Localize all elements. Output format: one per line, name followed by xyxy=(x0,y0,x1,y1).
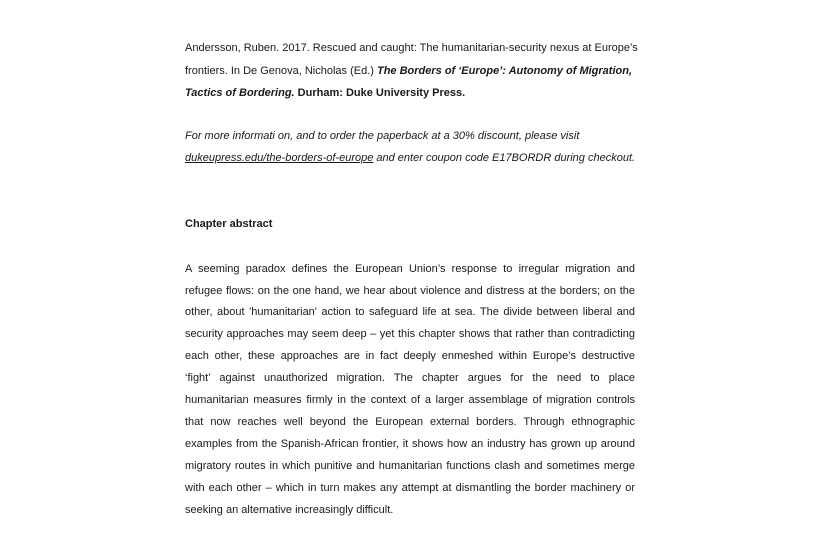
abstract-line: seeking an alternative increasingly difficult. xyxy=(185,504,394,516)
citation-line-3 xyxy=(185,86,465,100)
order-note-rest: and enter coupon code E17BORDR during checkout. xyxy=(373,152,636,164)
abstract-line: with each other – which in turn makes any attempt at dismantling the border machinery or xyxy=(185,482,635,494)
book-title: The Borders of ‘Europe’: Autonomy of Migration, xyxy=(376,65,632,77)
publisher: Durham: Duke University Press. xyxy=(294,87,466,99)
abstract-line: other, about 'humanitarian' action to safeguard life at sea. The divide between liberal and xyxy=(185,306,635,318)
citation-line-2 xyxy=(185,64,632,78)
book-subtitle: Tactics of Bordering. xyxy=(185,87,295,99)
citation-line-1: Andersson, Ruben. 2017. Rescued and caught: The humanitarian-security nexus at Europe’s xyxy=(185,42,638,54)
abstract-line: migratory routes in which punitive and humanitarian functions clash and sometimes merge xyxy=(185,460,635,472)
abstract-line: refugee flows: on the one hand, we hear about violence and distress at the borders; on the xyxy=(185,285,635,297)
abstract-line: humanitarian measures firmly in the context of a larger assemblage of migration controls xyxy=(185,394,635,406)
order-link[interactable]: dukeupress.edu/the-borders-of-europe xyxy=(185,152,374,164)
abstract-line: A seeming paradox defines the European Union’s response to irregular migration and xyxy=(185,263,635,275)
abstract-line: security approaches may seem deep – yet this chapter shows that rather than contradicting xyxy=(185,328,635,340)
citation-authors-text: frontiers. In De Genova, Nicholas (Ed.) xyxy=(185,65,377,77)
abstract-heading: Chapter abstract xyxy=(185,218,273,230)
abstract-line: each other, these approaches are in fact deeply enmeshed within Europe’s destructive xyxy=(185,350,635,362)
abstract-line: examples from the Spanish-African frontier, it shows how an industry has grown up around xyxy=(185,438,635,450)
order-note-line-2 xyxy=(185,151,635,165)
order-note-line-1: For more informati on, and to order the paperback at a 30% discount, please visit xyxy=(185,130,580,142)
abstract-line: ‘fight’ against unauthorized migration. The chapter argues for the need to place xyxy=(185,372,635,384)
abstract-line: that now reaches well beyond the European external borders. Through ethnographic xyxy=(185,416,635,428)
